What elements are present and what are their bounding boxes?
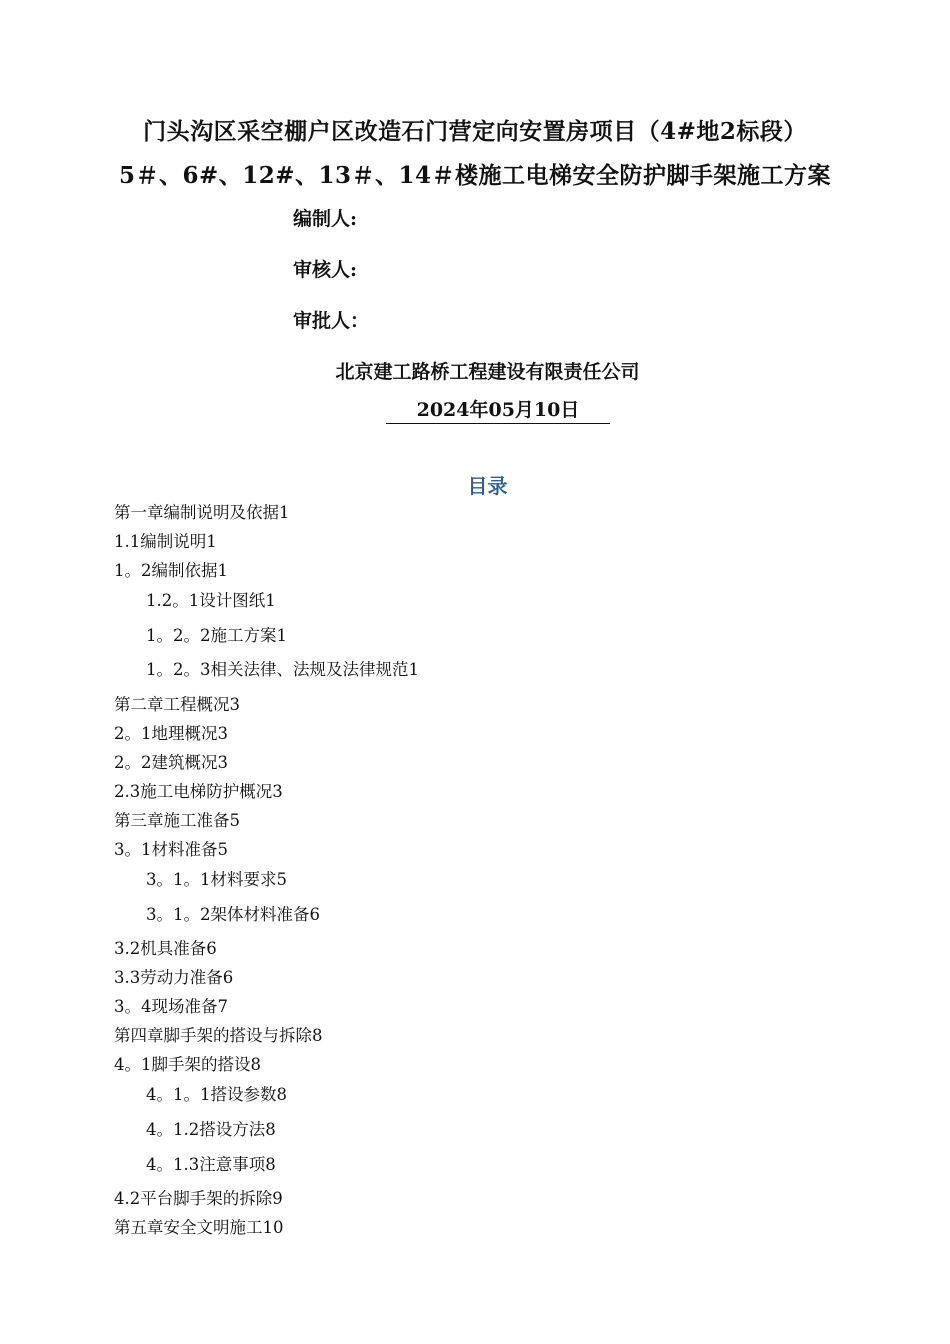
approver-label: 审批人： xyxy=(293,310,370,332)
toc-item[interactable]: 1.2。1设计图纸1 xyxy=(146,591,276,610)
toc-item[interactable]: 第一章编制说明及依据1 xyxy=(114,503,290,522)
document-title-line1: 门头沟区采空棚户区改造石门营定向安置房项目（4#地2标段） xyxy=(143,118,807,145)
toc-item[interactable]: 3.2机具准备6 xyxy=(114,939,217,958)
toc-title: 目录 xyxy=(467,474,508,498)
toc-item[interactable]: 3。1材料准备5 xyxy=(114,840,228,859)
toc-item[interactable]: 3。1。2架体材料准备6 xyxy=(146,905,320,924)
toc-item[interactable]: 3.3劳动力准备6 xyxy=(114,968,234,987)
toc-item[interactable]: 第四章脚手架的搭设与拆除8 xyxy=(114,1026,323,1045)
toc-item[interactable]: 2.3施工电梯防护概况3 xyxy=(114,782,283,801)
toc-item[interactable]: 2。1地理概况3 xyxy=(114,724,228,743)
document-date: 2024年05月10日 xyxy=(386,395,610,424)
toc-item[interactable]: 4。1。1搭设参数8 xyxy=(146,1085,287,1104)
toc-item[interactable]: 3。1。1材料要求5 xyxy=(146,870,287,889)
reviewer-label: 审核人: xyxy=(293,259,358,281)
document-title-line2: 5＃、6#、12#、13＃、14＃楼施工电梯安全防护脚手架施工方案 xyxy=(118,162,832,189)
toc-item[interactable]: 4.2平台脚手架的拆除9 xyxy=(114,1189,283,1208)
toc-item[interactable]: 2。2建筑概况3 xyxy=(114,753,228,772)
toc-item[interactable]: 1.1编制说明1 xyxy=(114,532,217,551)
toc-item[interactable]: 1。2编制依据1 xyxy=(114,561,228,580)
toc-item[interactable]: 4。1.3注意事项8 xyxy=(146,1155,276,1174)
toc-item[interactable]: 4。1.2搭设方法8 xyxy=(146,1120,276,1139)
toc-item[interactable]: 第五章安全文明施工10 xyxy=(114,1218,284,1237)
toc-item[interactable]: 第三章施工准备5 xyxy=(114,811,240,830)
company-name: 北京建工路桥工程建设有限责任公司 xyxy=(335,361,640,383)
toc-item[interactable]: 1。2。2施工方案1 xyxy=(146,626,287,645)
toc-item[interactable]: 第二章工程概况3 xyxy=(114,695,240,714)
toc-item[interactable]: 4。1脚手架的搭设8 xyxy=(114,1055,261,1074)
compiler-label: 编制人: xyxy=(293,208,358,230)
toc-item[interactable]: 1。2。3相关法律、法规及法律规范1 xyxy=(146,660,419,679)
toc-item[interactable]: 3。4现场准备7 xyxy=(114,997,228,1016)
